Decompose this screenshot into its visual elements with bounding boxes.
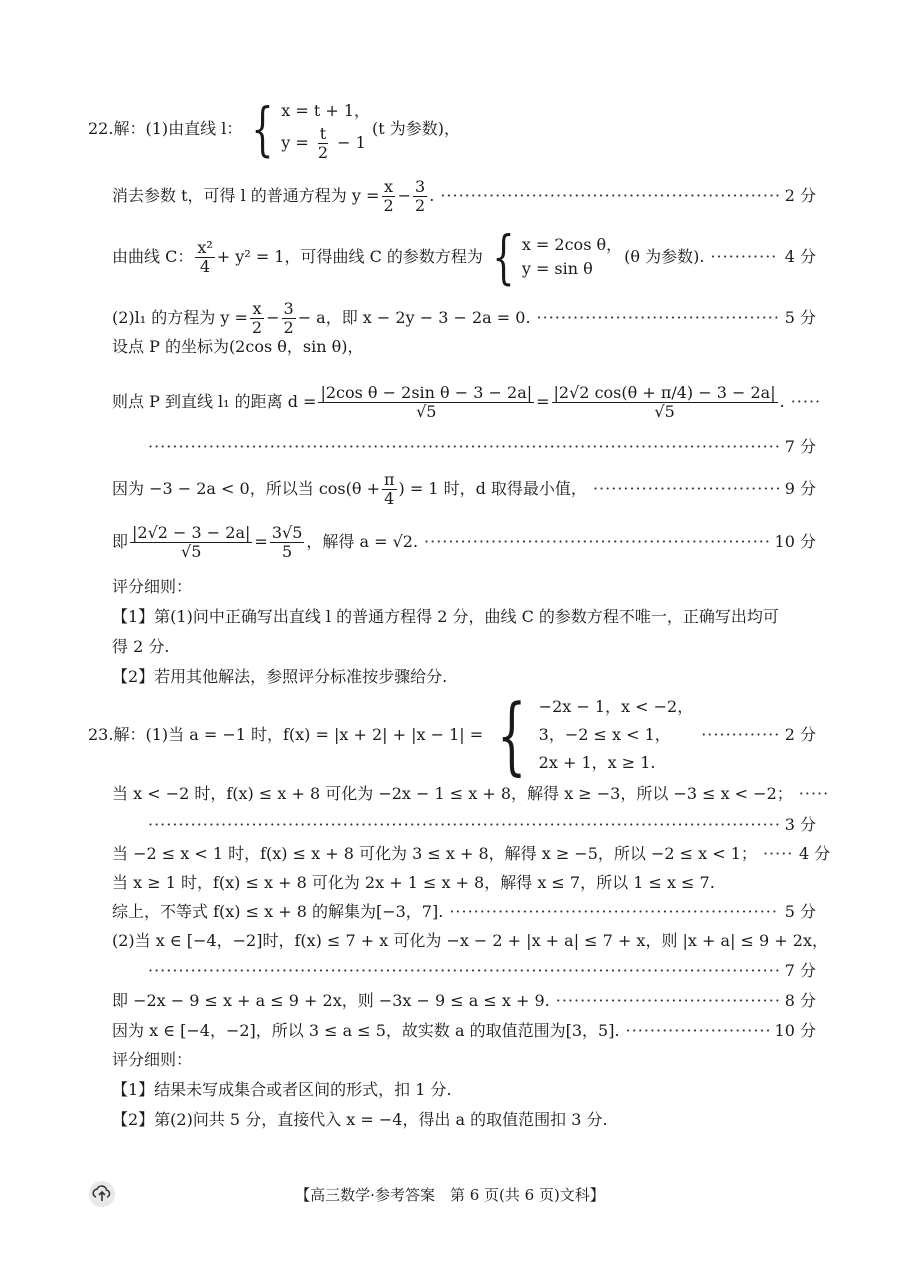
- denominator: 4: [384, 488, 395, 508]
- numerator: |2√2 − 3 − 2a|: [132, 522, 251, 542]
- denominator: 4: [199, 256, 211, 276]
- fraction: [316, 125, 330, 162]
- math-text: 设点 P 的坐标为(2cos θ，sin θ)，: [112, 337, 364, 356]
- denominator: √5: [416, 401, 437, 421]
- fraction: [282, 300, 296, 337]
- math-text: 消去参数 t，可得 l 的普通方程为 y =: [112, 186, 380, 205]
- rule-text: 【2】第(2)问共 5 分，直接代入 x = −4，得出 a 的取值范围扣 3 分.: [112, 1110, 608, 1129]
- system-row: x = 2cos θ，: [521, 235, 623, 254]
- denominator: √5: [654, 401, 675, 421]
- rules-heading: 评分细则：: [112, 1050, 193, 1069]
- score-points: 4 分: [798, 844, 831, 863]
- leader-dots: [763, 843, 793, 865]
- leader-dots: [449, 901, 778, 923]
- system-brace: [485, 223, 623, 291]
- math-text: .: [779, 392, 785, 411]
- fraction: [318, 384, 534, 421]
- leader-dots: [701, 724, 779, 746]
- denominator: 2: [251, 317, 263, 337]
- solution-line: [148, 814, 816, 836]
- solution-line: [112, 843, 831, 865]
- score-points: 4 分: [784, 247, 816, 266]
- math-text: 因为 x ∈ [−4，−2]，所以 3 ≤ a ≤ 5，故实数 a 的取值范围为[3，5].: [112, 1021, 620, 1040]
- fraction: [270, 524, 305, 561]
- curve-param-system: [522, 233, 622, 281]
- leader-dots: [440, 185, 778, 207]
- math-text: 当 x ≥ 1 时，f(x) ≤ x + 8 可化为 2x + 1 ≤ x + 8，解得 x ≤ 7，所以 1 ≤ x ≤ 7.: [112, 873, 715, 892]
- solution-line: [112, 930, 829, 952]
- fraction: [413, 178, 427, 215]
- math-text: 因为 −3 − 2a < 0，所以当 cos(θ +: [112, 479, 380, 498]
- solution-line: [112, 372, 816, 432]
- rule-text: 得 2 分.: [112, 637, 170, 656]
- leader-dots: [556, 990, 779, 1012]
- math-text: 当 x < −2 时，f(x) ≤ x + 8 可化为 −2x − 1 ≤ x + 8，解得 x ≥ −3，所以 −3 ≤ x < −2；: [112, 784, 793, 803]
- numerator: x: [252, 298, 262, 318]
- math-text: y =: [281, 132, 314, 152]
- numerator: x: [384, 176, 394, 196]
- case-row: 3，−2 ≤ x < 1，: [538, 725, 671, 744]
- math-text: =: [536, 392, 550, 411]
- score-points: 2 分: [784, 725, 816, 744]
- solution-line: [148, 960, 816, 982]
- q23-header: [88, 686, 816, 784]
- denominator: √5: [181, 541, 202, 561]
- math-text: (2)当 x ∈ [−4，−2]时，f(x) ≤ 7 + x 可化为 −x − 2 + |x + a| ≤ 7 + x，则 |x + a| ≤ 9 + 2x，: [112, 931, 829, 950]
- math-text: 当 −2 ≤ x < 1 时，f(x) ≤ x + 8 可化为 3 ≤ x + 8，解得 x ≥ −5，所以 −2 ≤ x < 1；: [112, 844, 757, 863]
- numerator: 3√5: [271, 522, 303, 542]
- numerator: |2cos θ − 2sin θ − 3 − 2a|: [320, 382, 533, 402]
- math-text: −: [397, 186, 412, 205]
- system-row: x = t + 1，: [281, 100, 371, 120]
- rule-item: [112, 636, 816, 658]
- math-text: 由曲线 C：: [112, 247, 194, 266]
- leader-dots: [424, 531, 769, 553]
- numerator: |2√2 cos(θ + π/4) − 3 − 2a|: [553, 382, 776, 402]
- denominator: 2: [383, 195, 394, 215]
- rule-item: [112, 1109, 816, 1131]
- q22-header: [88, 92, 816, 166]
- param-note: (t 为参数)，: [372, 119, 461, 138]
- math-text: =: [254, 532, 268, 551]
- solution-line: [112, 178, 816, 214]
- case-row: 2x + 1，x ≥ 1.: [538, 753, 656, 772]
- solution-line: [148, 436, 816, 458]
- fraction: [381, 178, 395, 215]
- system-row: y = sin θ: [521, 259, 593, 278]
- numerator: π: [384, 469, 395, 489]
- rules-title: [112, 1049, 816, 1071]
- math-text: 即 −2x − 9 ≤ x + a ≤ 9 + 2x，则 −3x − 9 ≤ a ≤ x + 9.: [112, 991, 550, 1010]
- score-points: 3 分: [784, 815, 816, 834]
- score-points: 10 分: [774, 1021, 816, 1040]
- q22-label: 22.解：(1)由直线 l：: [88, 119, 243, 138]
- leader-dots: [799, 783, 829, 805]
- leader-dots: [710, 246, 778, 268]
- solution-line: [112, 223, 816, 291]
- solution-line: [112, 470, 816, 508]
- score-points: 8 分: [784, 991, 816, 1010]
- leader-dots: [626, 1020, 769, 1042]
- math-text: (θ 为参数).: [624, 247, 705, 266]
- solution-line: [112, 783, 816, 805]
- rule-text: 【1】结果未写成集合或者区间的形式，扣 1 分.: [112, 1080, 452, 1099]
- math-text: ，解得 a = √2.: [306, 532, 419, 551]
- rule-item: [112, 1079, 816, 1101]
- denominator: 2: [317, 142, 329, 162]
- denominator: 5: [282, 541, 293, 561]
- left-brace-icon: {: [251, 95, 274, 163]
- math-text: .: [429, 186, 435, 205]
- math-text: − a，即 x − 2y − 3 − 2a = 0.: [297, 308, 531, 327]
- numerator: x²: [197, 237, 213, 257]
- solution-line: [112, 901, 816, 923]
- solution-line: [112, 990, 816, 1012]
- leader-dots: [537, 307, 779, 329]
- left-brace-icon: {: [497, 686, 527, 784]
- left-brace-icon: {: [492, 223, 515, 291]
- denominator: 2: [283, 317, 294, 337]
- fraction: [552, 384, 778, 421]
- system-row: [281, 125, 370, 162]
- leader-dots: [791, 391, 821, 413]
- solution-line: [112, 872, 816, 894]
- piecewise-cases: [539, 693, 694, 777]
- math-text: ) = 1 时，d 取得最小值，: [398, 479, 587, 498]
- rule-text: 【1】第(1)问中正确写出直线 l 的普通方程得 2 分，曲线 C 的参数方程不唯一，正确写出均可: [112, 607, 779, 626]
- score-points: 9 分: [784, 479, 816, 498]
- system-brace: [244, 97, 370, 162]
- solution-line: [112, 298, 816, 338]
- denominator: 2: [415, 195, 426, 215]
- math-text: 综上，不等式 f(x) ≤ x + 8 的解集为[−3，7].: [112, 902, 444, 921]
- rules-heading: 评分细则：: [112, 577, 193, 596]
- math-text: 则点 P 到直线 l₁ 的距离 d =: [112, 392, 317, 411]
- numerator: t: [319, 123, 327, 143]
- page-footer: 【高三数学·参考答案 第 6 页(共 6 页)文科】: [295, 1186, 605, 1204]
- rule-item: [112, 606, 816, 628]
- numerator: 3: [283, 298, 294, 318]
- rule-text: 【2】若用其他解法，参照评分标准按步骤给分.: [112, 667, 448, 686]
- solution-line: [112, 1020, 816, 1042]
- fraction: [130, 524, 252, 561]
- fraction: [250, 300, 264, 337]
- math-text: −: [266, 308, 280, 327]
- score-points: 5 分: [784, 902, 816, 921]
- math-text: 即: [112, 532, 129, 551]
- rule-item: [112, 666, 816, 688]
- piecewise-brace: [485, 686, 694, 784]
- rules-title: [112, 576, 816, 598]
- score-points: 2 分: [784, 186, 816, 205]
- leader-dots: [148, 814, 779, 836]
- fraction: [382, 471, 397, 508]
- line-param-system: [281, 97, 370, 162]
- leader-dots: [148, 436, 779, 458]
- score-points: 5 分: [784, 308, 816, 327]
- math-text: (2)l₁ 的方程为 y =: [112, 308, 248, 327]
- q23-label: 23.解：(1)当 a = −1 时，f(x) = |x + 2| + |x − 1| =: [88, 725, 484, 744]
- numerator: 3: [415, 176, 426, 196]
- solution-line: [112, 520, 816, 564]
- solution-line: [112, 336, 816, 358]
- score-points: 10 分: [774, 532, 816, 551]
- leader-dots: [148, 960, 779, 982]
- case-row: −2x − 1，x < −2，: [538, 697, 694, 716]
- score-points: 7 分: [784, 961, 816, 980]
- leader-dots: [593, 478, 779, 500]
- math-text: + y² = 1，可得曲线 C 的参数方程为: [216, 247, 483, 266]
- fraction: [195, 239, 214, 276]
- math-text: − 1: [332, 132, 366, 152]
- score-points: 7 分: [784, 437, 816, 456]
